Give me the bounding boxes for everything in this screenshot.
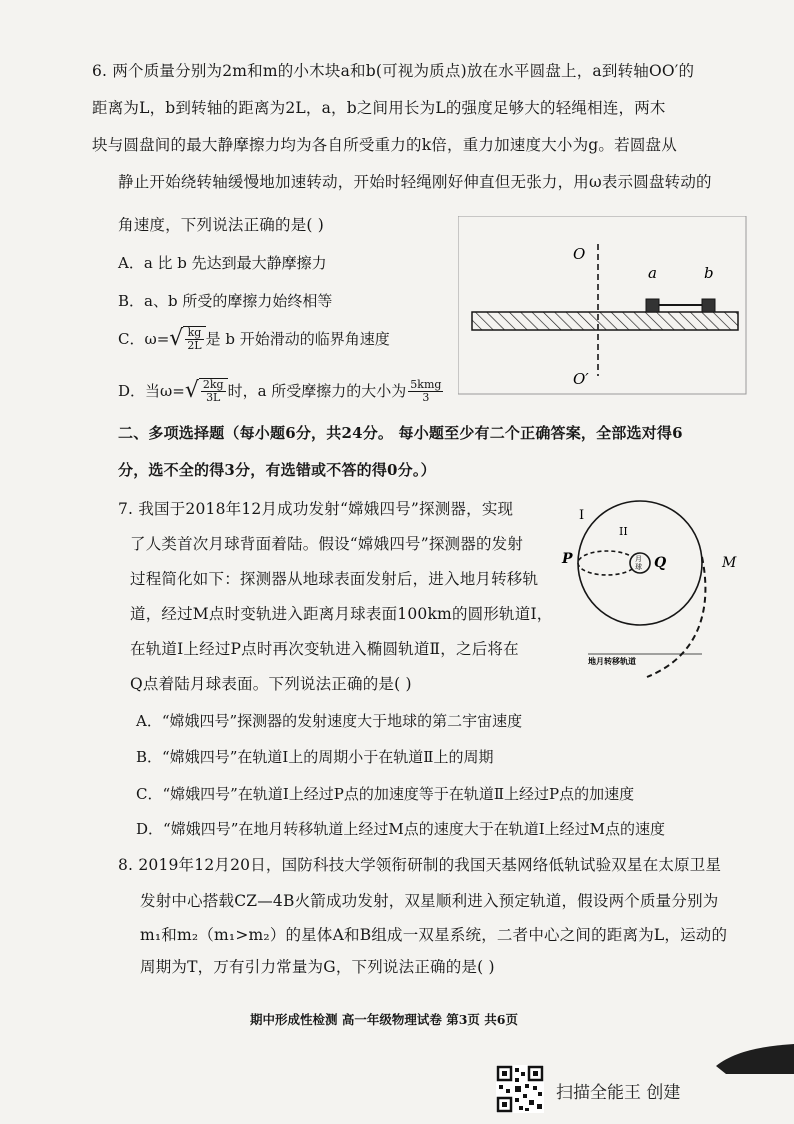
q6-option-b: B．a、b 所受的摩擦力始终相等	[118, 292, 333, 310]
moon-label-line-2: 球	[635, 563, 642, 571]
disc-surface	[472, 312, 738, 330]
q6-option-c-num: kg	[185, 327, 203, 340]
q6-option-a: A．a 比 b 先达到最大静摩擦力	[118, 254, 327, 272]
label-o-bottom: O′	[573, 370, 589, 388]
q6-option-d-sqrt: √ $\frac{2kg}{3L}$	[185, 378, 228, 404]
corner-shadow-shape	[716, 1044, 794, 1074]
scanner-watermark: 扫描全能王 创建	[556, 1083, 681, 1103]
q6-option-d-den: 3L	[206, 391, 221, 404]
transfer-orbit	[647, 557, 705, 677]
q7-line-6: Q点着陆月球表面。下列说法正确的是( )	[130, 675, 412, 693]
label-p: P	[562, 551, 573, 567]
q7-orbit-diagram	[552, 495, 752, 705]
q6-option-c-den: 2L	[187, 339, 202, 352]
q8-line-4: 周期为T，万有引力常量为G，下列说法正确的是( )	[140, 958, 495, 976]
q7-option-c: C．“嫦娥四号”在轨道Ⅰ上经过P点的加速度等于在轨道Ⅱ上经过P点的加速度	[136, 785, 635, 803]
label-q: Q	[654, 555, 667, 571]
q6-line-3: 块与圆盘间的最大静摩擦力均为各自所受重力的k倍，重力加速度大小为g。若圆盘从	[92, 136, 677, 154]
q6-line-5: 角速度，下列说法正确的是( )	[118, 216, 325, 234]
q6-option-d-fraction	[408, 379, 443, 404]
q6-option-d-mid: 时，a 所受摩擦力的大小为	[227, 382, 407, 400]
q7-option-b: B．“嫦娥四号”在轨道Ⅰ上的周期小于在轨道Ⅱ上的周期	[136, 748, 494, 766]
label-b: b	[704, 264, 714, 282]
label-a: a	[648, 264, 657, 282]
q6-line-4: 静止开始绕转轴缓慢地加速转动，开始时轻绳刚好伸直但无张力，用ω表示圆盘转动的	[118, 173, 712, 191]
q7-line-1: 7. 我国于2018年12月成功发射“嫦娥四号”探测器，实现	[118, 500, 514, 518]
q6-option-d-den2: 3	[422, 390, 430, 404]
q6-option-c-prefix: C．ω=	[118, 330, 170, 348]
qr-code-icon	[496, 1065, 544, 1113]
q6-option-c-suffix: 是 b 开始滑动的临界角速度	[205, 330, 390, 348]
q6-option-d	[118, 378, 445, 404]
q8-line-1: 8. 2019年12月20日，国防科技大学领衔研制的我国天基网络低轨试验双星在太原卫星	[118, 856, 722, 874]
block-b	[702, 299, 715, 312]
q8-line-2: 发射中心搭载CZ—4B火箭成功发射，双星顺利进入预定轨道，假设两个质量分别为	[140, 892, 719, 910]
q6-line-1: 6. 两个质量分别为2m和m的小木块a和b(可视为质点)放在水平圆盘上，a到转轴OO′的	[92, 62, 695, 80]
q7-line-4: 道，经过M点时变轨进入距离月球表面100km的圆形轨道Ⅰ，	[130, 605, 553, 623]
label-transfer-orbit: 地月转移轨道	[588, 656, 636, 666]
orbit-ii	[578, 551, 636, 575]
scan-corner-shadow	[716, 1044, 794, 1074]
label-orbit-i: I	[579, 508, 585, 523]
q6-option-d-prefix: D．当ω=	[118, 382, 185, 400]
section-2-line-2: 分，选不全的得3分，有选错或不答的得0分。）	[118, 461, 436, 479]
label-o-top: O	[573, 245, 586, 263]
q6-option-c	[118, 326, 390, 352]
q7-option-d: D．“嫦娥四号”在地月转移轨道上经过M点的速度大于在轨道Ⅰ上经过M点的速度	[136, 820, 666, 838]
block-a	[646, 299, 659, 312]
q6-option-d-num: 2kg	[202, 378, 224, 391]
page-footer: 期中形成性检测 高一年级物理试卷 第3页 共6页	[250, 1012, 518, 1027]
q6-line-2: 距离为L，b到转轴的距离为2L，a，b之间用长为L的强度足够大的轻绳相连，两木	[92, 99, 666, 117]
label-orbit-ii: II	[619, 525, 628, 538]
label-m: M	[722, 555, 737, 571]
q7-line-5: 在轨道Ⅰ上经过P点时再次变轨进入椭圆轨道Ⅱ，之后将在	[130, 640, 519, 658]
q8-line-3: m₁和m₂（m₁>m₂）的星体A和B组成一双星系统，二者中心之间的距离为L，运动的	[140, 926, 728, 944]
q7-line-3: 过程简化如下：探测器从地球表面发射后，进入地月转移轨	[130, 570, 539, 588]
moon-label-line-1: 月	[635, 555, 642, 563]
q7-option-a: A．“嫦娥四号”探测器的发射速度大于地球的第二宇宙速度	[136, 712, 523, 730]
q7-line-2: 了人类首次月球背面着陆。假设“嫦娥四号”探测器的发射	[130, 535, 524, 553]
q6-option-d-num2: 5kmg	[410, 377, 442, 391]
q6-disc-diagram	[458, 216, 748, 396]
q6-option-c-sqrt: √ $\frac{kg}{2L}$	[169, 326, 205, 352]
section-2-line-1: 二、多项选择题（每小题6分，共24分。 每小题至少有二个正确答案，全部选对得6	[118, 424, 683, 442]
